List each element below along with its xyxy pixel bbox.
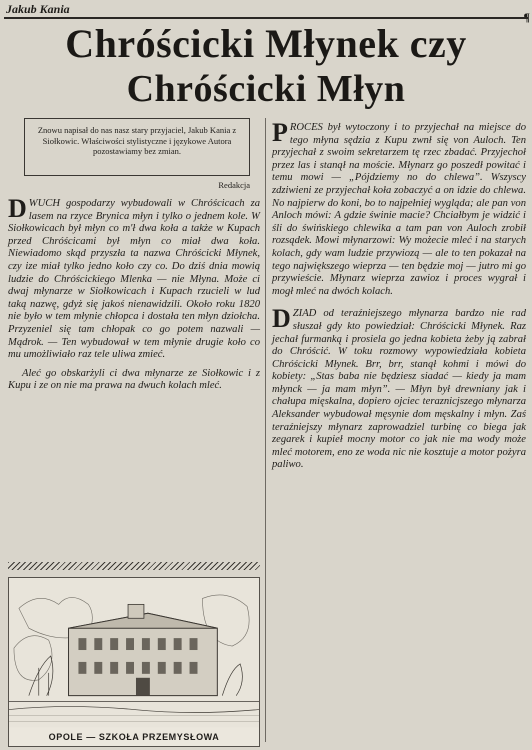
left-paragraph-1 [8, 194, 260, 362]
photo [8, 577, 260, 747]
editor-note [24, 118, 250, 176]
column-divider [265, 118, 266, 742]
ornamental-divider [8, 562, 260, 570]
right-paragraph-2 [272, 304, 526, 472]
dropcap: D [8, 194, 27, 223]
left-column [8, 194, 260, 393]
left-paragraph-1-text: WUCH gospodarzy wybudowali w Chróścicach za lasem na rzyce Brynica młyn i tylko o jednem kole. W Siołkowicach był młyn co m'ł dwa koła a także w Kupach przed Chróścicami był młyn co miał dwa koła. Niewiadomo skąd przyszła ta nazwa Chróścicki Młynek, czy ize miał tylko jedno koło czy co. Do dziś dnia mowią ludzie do Chróścickiego Mlenka — nie Młyna. Może ci dwaj młynarze w Siołkowicach i Kupach rzucieli w lud taką nazwę, gdyż się jakoś nienawidzili. Około roku 1820 nie było w tem młynie chłopca i dostała ten młyn dziołcha. Przyzeniel się tam chłopak co go potem nazwali — Mądrok. — Ten wybudował w tem młynie drugie koło co mu umożliwiało raz tele uliwa zmieć. [8, 198, 260, 361]
photo-caption: OPOLE — SZKOŁA PRZEMYSŁOWA [48, 732, 220, 742]
article-title-line2: Chróścicki Młyn [126, 68, 406, 110]
editor-note-text: Znowu napisał do nas nasz stary przyjaciel, Jakub Kania z Siołkowic. Właściwości stylistyczne i językowe Autora pozostawiamy bez zmian. [37, 125, 237, 156]
right-paragraph-1 [272, 118, 526, 298]
editor-signature: Redakcja [218, 180, 250, 190]
article-title-line1: Chróścicki Młynek czy [65, 21, 467, 66]
right-paragraph-1-text: ROCES był wytoczony i to przyjechał na miejsce do tego młyna sędzia z Kupu zwnł się von Auloch. Ten przyjechał z swoim sekretarzem tę rzec zbadać. Przyjechoł przez las i stanął na moście. Młynarz go poszedł powitać i temu mowi — „Pójdziemy no do chlewa”. Wszyscy zdziwieni ze przyjechał koła zobaczyć a on idzie do chlewa. No najpierw do koni, bo to najpełniej wygląda; ale pan von Anloch mówi: A gdzie świnie macie? Chciałbym je widzić i śli do świńskiego chlewika a tam pan von Auloch zrobił rozsądek. Mowi młynarzowi: Wy możecie mleć i na starych kolach, gdy wam ludzie przywiozą — ale to ten pokazał na tego największego wieprza — ten będzie moj — jutro mi go przywieście. Młynarz wieprza zawioz i proces wygrał i mogł mleć na dwóch kolach. [272, 122, 526, 297]
right-column [272, 118, 526, 472]
school-building-illustration [9, 578, 259, 728]
dropcap: D [272, 304, 291, 334]
corner-mark: ¶ [523, 10, 530, 24]
dropcap: P [272, 118, 288, 147]
top-divider [4, 17, 528, 19]
author-name: Jakub Kania [6, 2, 70, 16]
left-paragraph-2: Aleć go obskarżyli ci dwa młynarze ze Siołkowic i z Kupu i ze on nie ma prawa na dwuch kolach mleć. [8, 367, 260, 392]
right-paragraph-2-text: ZIAD od teraźniejszego młynarza bardzo nie rad słuszał gdy kto powiedział: Chróścicki Młynek. Raz jechał furmanką i prosiela go jedna kobieta żeby ją zabrał do Chróścić. W toku rozmowy wypowiedziała kobieta Chróścicki Młynek. Brr, brr, stanął kohmi i mówi do kobiety: „Stas baba nie będziesz siadać — kiedy ja mam młynck — ja mam młyn”. — Młyn był drewniany jak i chałupa mięskalna, dopiero ojciec teraznicjszego młynarza Aleksander wybudował męsynie dom męskalny i młyn. Zaś teraźniejszy młynarz zaprowadziel turbinę co biega jak zegarek i kupieł mocny motor co jak nie ma wody może mleć motorem, eno ze woda nic nie kosztuje a motor pożyra paliwo. [272, 308, 526, 471]
